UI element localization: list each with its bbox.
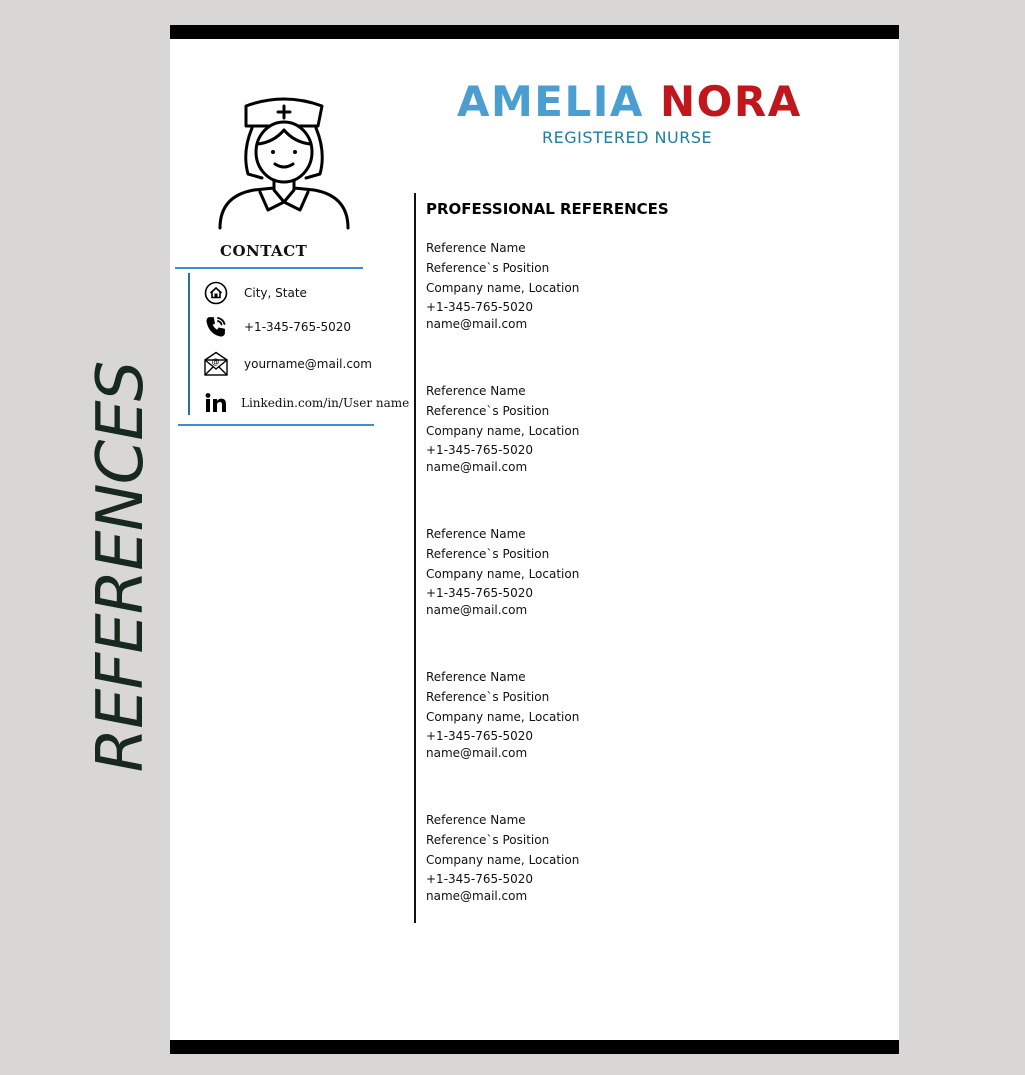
reference-phone: +1-345-765-5020: [426, 586, 534, 600]
reference-email: name@mail.com: [426, 746, 528, 760]
reference-position: Reference`s Position: [426, 833, 550, 847]
phone-icon: [203, 314, 229, 340]
top-bar: [170, 25, 899, 39]
contact-linkedin-text: Linkedin.com/in/User name: [241, 396, 410, 410]
reference-phone: +1-345-765-5020: [426, 872, 534, 886]
reference-email: name@mail.com: [426, 889, 528, 903]
contact-rule-top: [175, 267, 363, 269]
reference-position: Reference`s Position: [426, 690, 550, 704]
last-name: NORA: [660, 77, 802, 126]
reference-company: Company name, Location: [426, 567, 580, 581]
reference-name: Reference Name: [426, 670, 526, 684]
column-divider: [414, 193, 416, 923]
contact-vertical-line: [188, 273, 190, 415]
reference-name: Reference Name: [426, 813, 526, 827]
contact-rule-bottom: [178, 424, 374, 426]
mail-icon: [203, 351, 229, 377]
reference-email: name@mail.com: [426, 460, 528, 474]
reference-company: Company name, Location: [426, 853, 580, 867]
candidate-name: [457, 77, 802, 126]
linkedin-icon: [203, 390, 229, 416]
reference-email: name@mail.com: [426, 317, 528, 331]
reference-position: Reference`s Position: [426, 404, 550, 418]
reference-name: Reference Name: [426, 384, 526, 398]
reference-phone: +1-345-765-5020: [426, 729, 534, 743]
reference-company: Company name, Location: [426, 424, 580, 438]
reference-position: Reference`s Position: [426, 547, 550, 561]
contact-heading: CONTACT: [220, 242, 308, 260]
home-icon: [203, 280, 229, 306]
contact-item-phone: [203, 313, 352, 341]
first-name: AMELIA: [457, 77, 644, 126]
contact-location-text: City, State: [244, 286, 307, 300]
bottom-bar: [170, 1040, 899, 1054]
side-label-references: REFERENCES: [84, 361, 158, 773]
reference-phone: +1-345-765-5020: [426, 443, 534, 457]
references-heading: PROFESSIONAL REFERENCES: [426, 200, 669, 218]
contact-item-location: [203, 279, 307, 307]
reference-phone: +1-345-765-5020: [426, 300, 534, 314]
contact-phone-text: +1-345-765-5020: [244, 320, 352, 334]
resume-page: [170, 25, 899, 1054]
reference-company: Company name, Location: [426, 710, 580, 724]
job-title: REGISTERED NURSE: [542, 128, 713, 147]
contact-email-text: yourname@mail.com: [244, 357, 372, 371]
nurse-avatar-icon: [212, 92, 352, 232]
reference-email: name@mail.com: [426, 603, 528, 617]
reference-name: Reference Name: [426, 241, 526, 255]
contact-item-email: [203, 350, 372, 378]
contact-item-linkedin: [203, 389, 410, 417]
reference-company: Company name, Location: [426, 281, 580, 295]
reference-position: Reference`s Position: [426, 261, 550, 275]
reference-name: Reference Name: [426, 527, 526, 541]
svg-text:@: @: [211, 357, 220, 366]
